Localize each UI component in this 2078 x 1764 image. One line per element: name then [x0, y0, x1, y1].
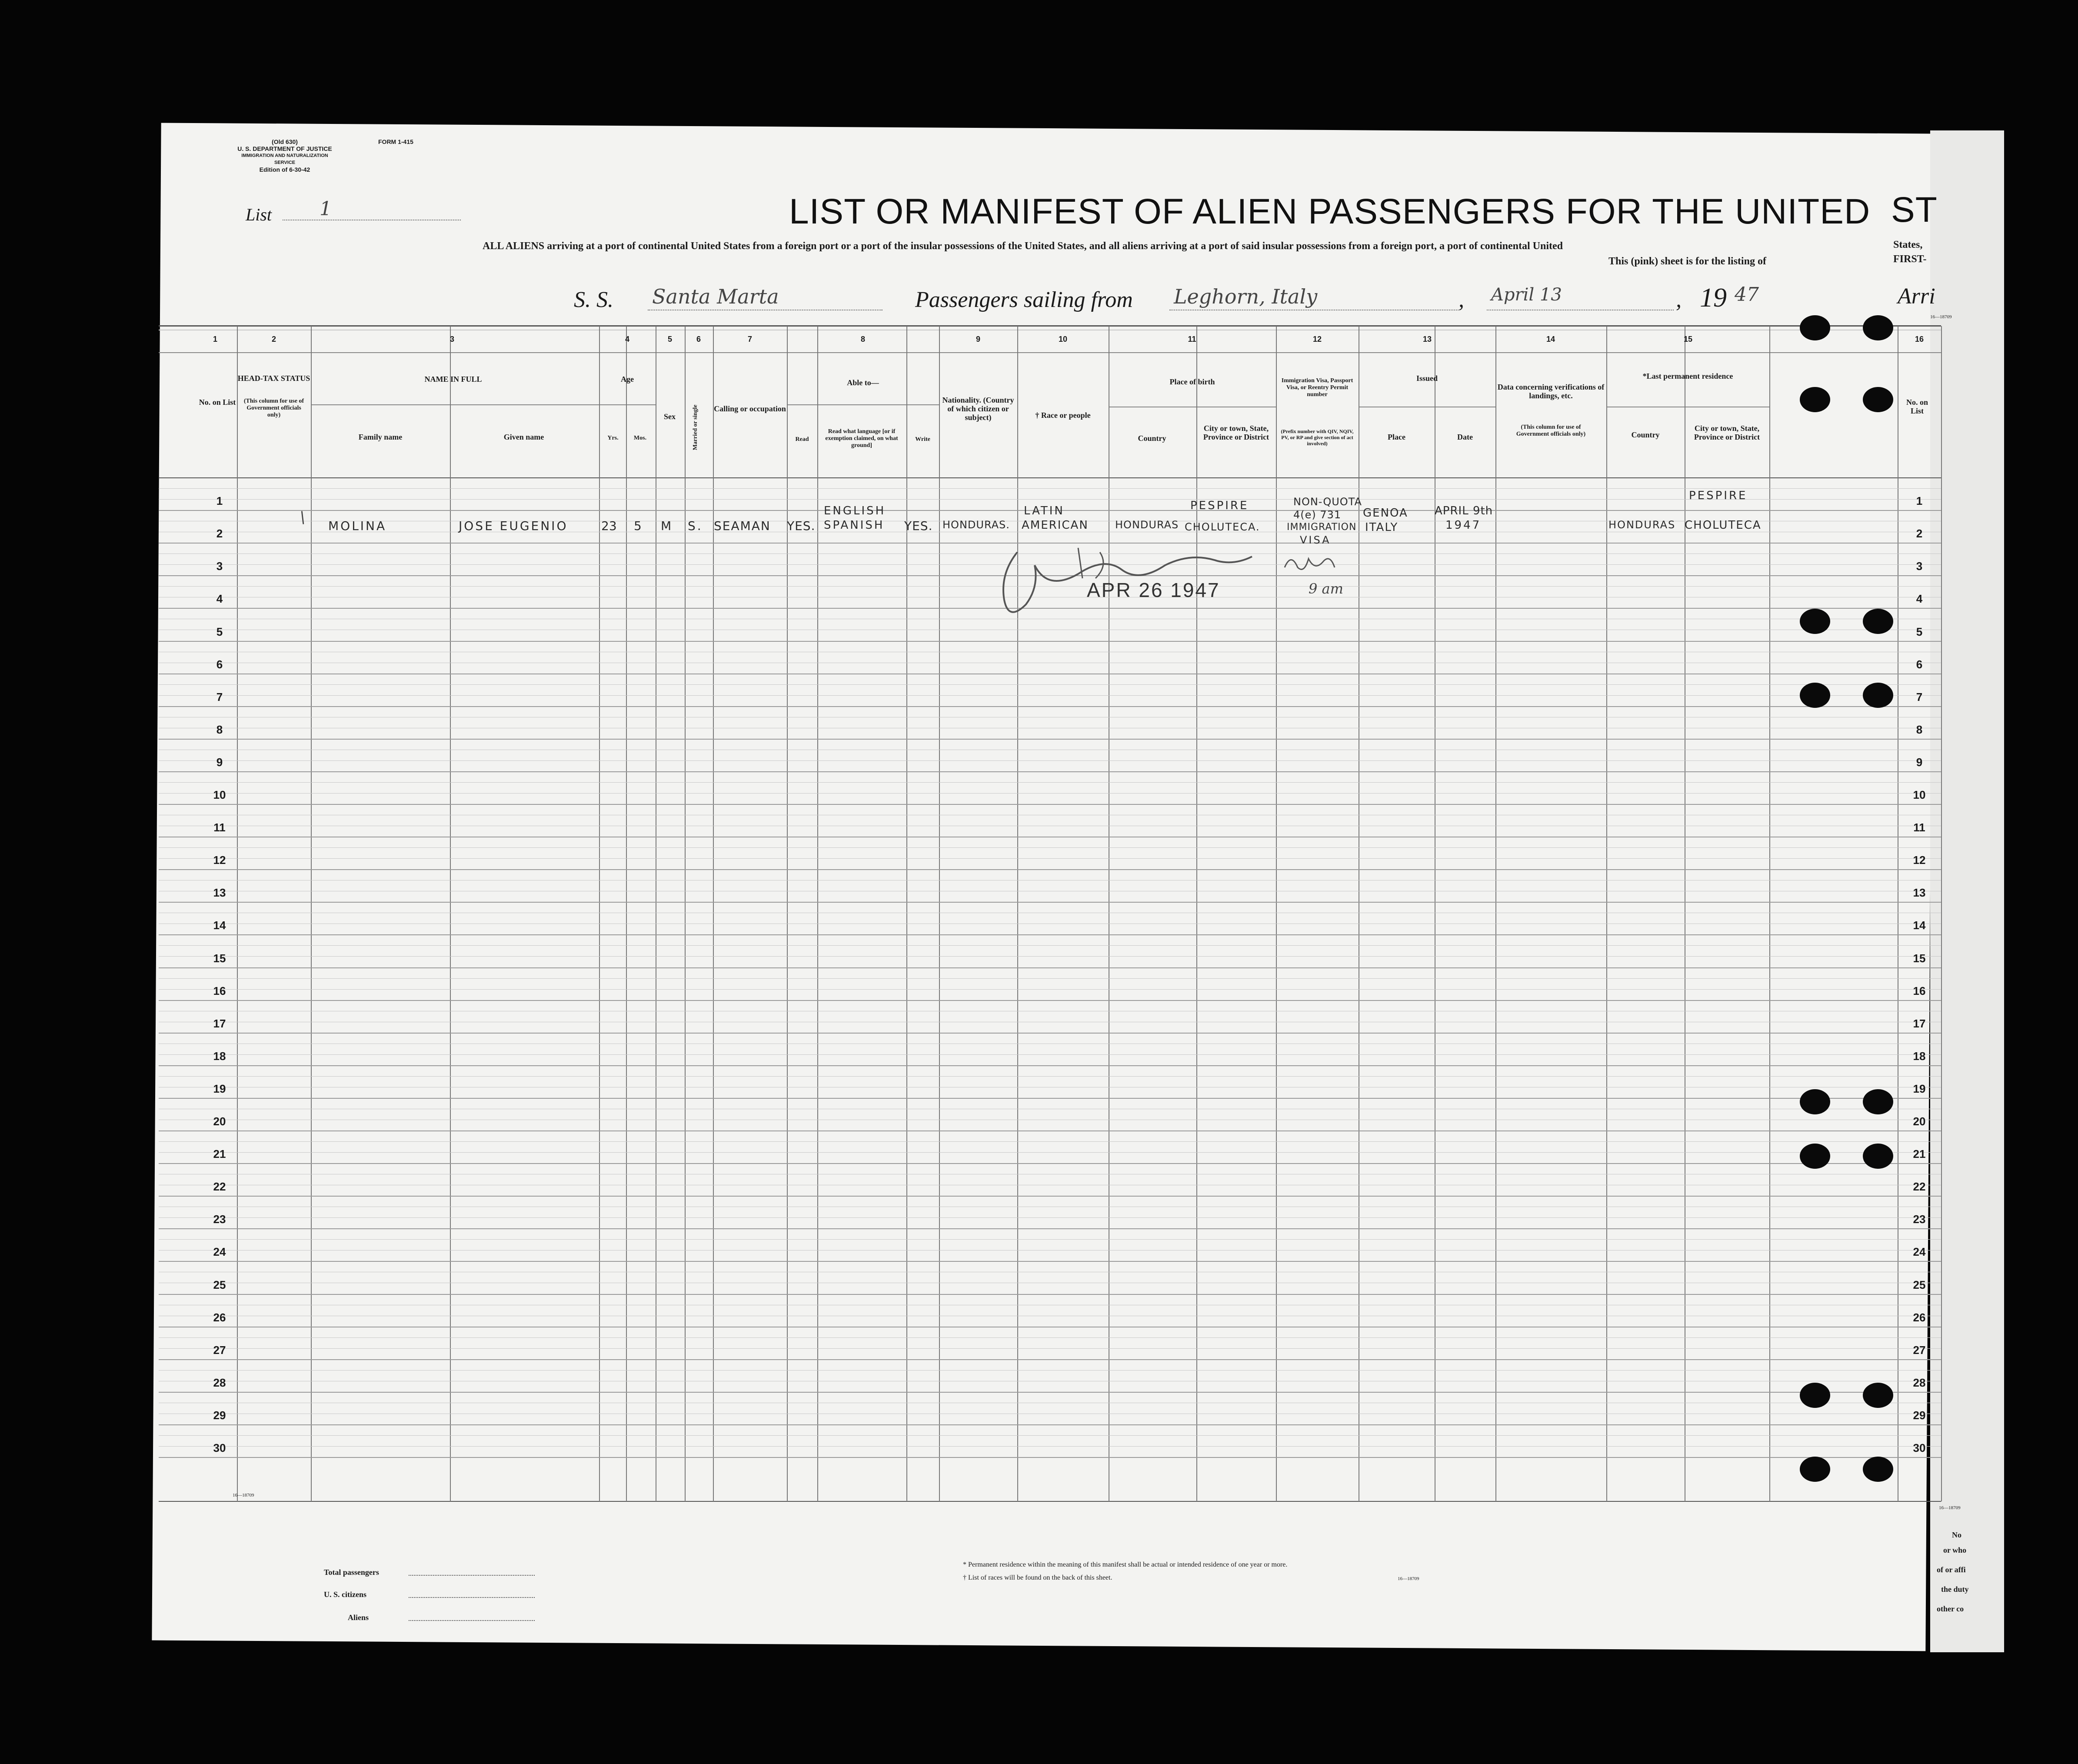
table-row: [159, 1228, 1941, 1229]
row-number: 4: [216, 592, 223, 606]
given-name-value: JOSE EUGENIO: [459, 519, 568, 533]
comma: ,: [1459, 287, 1464, 312]
read-value: YES.: [787, 519, 816, 533]
table-row: [159, 967, 1941, 968]
residence-country-value: HONDURAS: [1608, 519, 1676, 531]
row-number: 17: [213, 1017, 226, 1030]
punch-hole: [1800, 609, 1830, 634]
row-number: 6: [216, 657, 223, 671]
row-number: 8: [216, 723, 223, 736]
col-head-issued-place: Place: [1388, 433, 1405, 441]
column-number: 12: [1312, 335, 1322, 343]
col-head-race: † Race or people: [1035, 411, 1091, 420]
table-row: [159, 706, 1941, 707]
able-sub-rule: [787, 404, 939, 405]
table-row: [159, 1098, 1941, 1099]
residence-city-value-1: PESPIRE: [1689, 489, 1748, 502]
row-number-right: 20: [1913, 1115, 1926, 1128]
row-number: 27: [213, 1343, 226, 1357]
table-row: [159, 1261, 1941, 1262]
row-number-right: 2: [1916, 527, 1923, 540]
column-number: 6: [696, 335, 701, 343]
time-note: 9 am: [1309, 580, 1343, 597]
col-head-married: Married or single: [692, 404, 699, 450]
race-value-1: LATIN: [1024, 504, 1065, 517]
sailing-date: April 13: [1491, 285, 1562, 305]
col-head-yrs: Yrs.: [607, 435, 619, 441]
sex-value: M: [661, 519, 673, 533]
column-divider: [817, 326, 818, 1501]
page-title-cut: ST: [1891, 190, 1938, 230]
footer-right-line: other co: [1937, 1604, 1964, 1613]
row-number: 26: [213, 1310, 226, 1324]
header-bottom-rule: [159, 477, 1941, 478]
row-number: 13: [213, 886, 226, 900]
row-number: 3: [216, 560, 223, 573]
col-head-age: Age: [621, 375, 634, 383]
ruled-line: [159, 782, 1941, 783]
ruled-line: [159, 1348, 1941, 1349]
column-number: 16: [1915, 335, 1924, 343]
visa-value-4: VISA: [1300, 534, 1331, 546]
row-number: 2: [216, 527, 223, 540]
row-number: 10: [213, 788, 226, 801]
ruled-line: [159, 1054, 1941, 1055]
punch-hole: [1863, 609, 1893, 634]
port-name: Leghorn, Italy: [1174, 285, 1318, 308]
form-id-line: (Old 630): [272, 138, 298, 145]
table-row: [159, 1359, 1941, 1360]
row-number: 15: [213, 951, 226, 965]
footer-right-line: or who: [1943, 1546, 1967, 1554]
table-row: [159, 1163, 1941, 1164]
column-divider: [626, 326, 627, 1501]
column-divider: [1276, 326, 1277, 1501]
col-head-sex: Sex: [664, 412, 676, 421]
ruled-line: [159, 858, 1941, 859]
ruled-line: [159, 1152, 1941, 1153]
col-head-name: NAME IN FULL: [424, 375, 482, 383]
form-id-line: U. S. DEPARTMENT OF JUSTICE: [237, 145, 332, 152]
punch-hole: [1800, 1457, 1830, 1482]
col-head-read: Read: [795, 436, 809, 443]
footer-note-races: † List of races will be found on the back of this sheet.: [963, 1574, 1112, 1581]
col-head-mos: Mos.: [633, 435, 647, 441]
table-row: [159, 1196, 1941, 1197]
date-stamp: APR 26 1947: [1087, 579, 1220, 601]
row-number-right: 28: [1913, 1376, 1926, 1389]
ruled-line: [159, 1446, 1941, 1447]
row-number-right: 17: [1913, 1017, 1926, 1030]
column-number: 3: [450, 335, 454, 343]
name-sub-rule: [311, 404, 641, 405]
column-divider: [237, 326, 238, 1501]
ruled-line: [159, 1239, 1941, 1240]
punch-hole: [1863, 1457, 1893, 1482]
row-number-right: 18: [1913, 1049, 1926, 1063]
instructions-line-2: This (pink) sheet is for the listing of: [1608, 256, 1766, 267]
table-row: [159, 869, 1941, 870]
row-number: 12: [213, 854, 226, 867]
ruled-line: [159, 488, 1941, 489]
row-number: 5: [216, 625, 223, 638]
column-number: 8: [860, 335, 865, 343]
visa-initials: [1282, 550, 1348, 576]
col-head-given: Given name: [503, 433, 544, 441]
row-number-right: 6: [1916, 657, 1923, 671]
comma-2: ,: [1676, 287, 1682, 312]
occupation-value: SEAMAN: [714, 519, 771, 533]
footer-aliens-line: [409, 1620, 535, 1621]
col-head-residence-country: Country: [1631, 430, 1660, 439]
punch-hole: [1800, 387, 1830, 412]
column-number: 1: [213, 335, 217, 343]
col-head-birth-country: Country: [1138, 434, 1166, 443]
visa-value-1: NON-QUOTA: [1293, 496, 1362, 508]
row-number: 30: [213, 1441, 226, 1454]
col-head-family: Family name: [358, 433, 403, 441]
col-head-write: Write: [915, 436, 930, 443]
column-number: 7: [747, 335, 752, 343]
row-number-right: 4: [1916, 592, 1923, 606]
footer-citizens-label: U. S. citizens: [324, 1590, 366, 1599]
year-prefix: 19: [1700, 283, 1727, 313]
row-number-right: 19: [1913, 1082, 1926, 1095]
write-value: YES.: [904, 519, 933, 533]
issued-date-value-1: APRIL 9th: [1435, 504, 1493, 517]
ruled-line: [159, 945, 1941, 946]
row-number-right: 30: [1913, 1441, 1926, 1454]
punch-hole: [1800, 1383, 1830, 1408]
punch-hole: [1863, 1383, 1893, 1408]
ruled-line: [159, 978, 1941, 979]
ruled-line: [159, 695, 1941, 696]
table-row: [159, 1130, 1941, 1131]
table-row: [159, 1294, 1941, 1295]
row-number: 9: [216, 755, 223, 769]
table-row: [159, 1424, 1941, 1425]
row-number-right: 12: [1913, 854, 1926, 867]
column-divider: [1017, 326, 1018, 1501]
race-value-2: AMERICAN: [1022, 519, 1089, 532]
age-sub-rule: [599, 404, 656, 405]
row-number: 18: [213, 1049, 226, 1063]
col-head-calling: Calling or occupation: [714, 404, 786, 413]
row-number: 23: [213, 1213, 226, 1226]
instructions-right-1: States,: [1893, 239, 1923, 250]
row-number-right: 29: [1913, 1408, 1926, 1422]
form-id-line: Edition of 6-30-42: [259, 166, 310, 173]
row-number: 28: [213, 1376, 226, 1389]
ruled-line: [159, 1141, 1941, 1142]
row-number-right: 24: [1913, 1245, 1926, 1259]
column-divider: [599, 326, 600, 1501]
row-number: 14: [213, 919, 226, 932]
ss-label: S. S.: [574, 287, 613, 312]
punch-hole: [1800, 315, 1830, 340]
ruled-line: [159, 1217, 1941, 1218]
language-value-2: SPANISH: [824, 519, 885, 532]
ruled-line: [159, 684, 1941, 685]
table-row: [159, 1392, 1941, 1393]
form-id-block: [235, 138, 335, 173]
ruled-line: [159, 793, 1941, 794]
row-number: 24: [213, 1245, 226, 1259]
print-code-left: 16—18709: [233, 1493, 254, 1498]
column-divider: [713, 326, 714, 1501]
column-divider: [787, 326, 788, 1501]
row-number-right: 3: [1916, 560, 1923, 573]
ruled-line: [159, 1370, 1941, 1371]
sailing-label: Passengers sailing from: [915, 287, 1133, 312]
ruled-line: [159, 499, 1941, 500]
row-number-right: 27: [1913, 1343, 1926, 1357]
row-number: 22: [213, 1180, 226, 1194]
col-head-no-right: No. on List: [1906, 398, 1928, 415]
column-divider: [939, 326, 940, 1501]
column-number: 13: [1422, 335, 1432, 343]
row-number: 29: [213, 1408, 226, 1422]
row-number-right: 10: [1913, 788, 1926, 801]
ruled-line: [159, 956, 1941, 957]
ruled-line: [159, 1435, 1941, 1436]
row-number-right: 8: [1916, 723, 1923, 736]
year-suffix: 47: [1735, 283, 1759, 306]
footer-total-line: [409, 1575, 535, 1576]
col-head-birth-city: City or town, State, Province or District: [1203, 424, 1269, 441]
column-number: 5: [667, 335, 672, 343]
footer-code: 16—18709: [1398, 1576, 1419, 1581]
column-divider: [1941, 326, 1942, 1501]
row-number: 20: [213, 1115, 226, 1128]
punch-hole: [1800, 683, 1830, 708]
punch-hole: [1863, 315, 1893, 340]
col-head-issued: Issued: [1416, 374, 1438, 383]
family-name-value: MOLINA: [328, 519, 387, 533]
column-number: 4: [625, 335, 629, 343]
column-number: 9: [976, 335, 980, 343]
col-head-read-what: Read what language [or if exemption claimed, on what ground]: [825, 428, 898, 449]
ruled-line: [159, 1076, 1941, 1077]
row-number: 21: [213, 1147, 226, 1161]
table-row: [159, 771, 1941, 772]
footer-right-line: of or affi: [1937, 1565, 1966, 1574]
row-number-right: 26: [1913, 1310, 1926, 1324]
birth-city-value-2: CHOLUTECA.: [1185, 521, 1260, 533]
row-number-right: 13: [1913, 886, 1926, 900]
row-number-right: 5: [1916, 625, 1923, 638]
col-head-able: Able to—: [847, 378, 879, 387]
row-number: 25: [213, 1278, 226, 1291]
table-top-rule: [159, 325, 1941, 327]
column-number: 15: [1683, 335, 1693, 343]
row-number-right: 11: [1913, 821, 1925, 834]
language-value-1: ENGLISH: [824, 504, 886, 517]
row-number-right: 16: [1913, 984, 1926, 997]
column-divider: [311, 326, 312, 1501]
row-number-right: 22: [1913, 1180, 1926, 1194]
col-head-visa-note: (Prefix number with QIV, NQIV, PV, or RP and give section of act involved): [1281, 428, 1354, 447]
table-row: [159, 902, 1941, 903]
instructions-right-2: FIRST-: [1893, 253, 1927, 265]
row-number: 19: [213, 1082, 226, 1095]
column-number-rule: [159, 352, 1941, 353]
column-divider: [1769, 326, 1770, 1501]
row-number-right: 23: [1913, 1213, 1926, 1226]
table-row: [159, 1457, 1941, 1458]
punch-hole: [1800, 1144, 1830, 1169]
table-row: [159, 1065, 1941, 1066]
visa-value-3: IMMIGRATION: [1287, 522, 1357, 533]
col-head-birth: Place of birth: [1169, 377, 1215, 386]
table-row: [159, 1033, 1941, 1034]
head-tax-mark: \: [300, 509, 306, 527]
issued-place-value-2: ITALY: [1365, 521, 1399, 534]
ruled-line: [159, 760, 1941, 761]
footer-right-line: No: [1952, 1531, 1961, 1539]
footer-aliens-label: Aliens: [348, 1613, 369, 1622]
visa-value-2: 4(e) 731: [1293, 509, 1342, 521]
married-value: S.: [688, 519, 703, 533]
instructions-line-1: ALL ALIENS arriving at a port of continental United States from a foreign port or a port of the insular possessions of the United States, and all aliens arriving at a port of said insular possessions from a foreign port, a port of continental United: [483, 240, 1563, 252]
col-head-issued-date: Date: [1457, 433, 1473, 441]
col-head-nationality: Nationality. (Country of which citizen or subject): [942, 396, 1014, 422]
row-number: 16: [213, 984, 226, 997]
print-code-top: 16—18709: [1930, 314, 1952, 320]
row-number: 7: [216, 690, 223, 704]
birth-city-value-1: PESPIRE: [1190, 499, 1249, 512]
row-number: 11: [213, 821, 226, 834]
column-divider: [450, 326, 451, 1501]
residence-city-value-2: CHOLUTECA: [1685, 519, 1762, 532]
column-number: 2: [271, 335, 276, 343]
table-row: [159, 934, 1941, 935]
list-label: List: [246, 205, 272, 224]
ruled-line: [159, 989, 1941, 990]
punch-hole: [1863, 1089, 1893, 1114]
list-number: 1: [320, 198, 332, 220]
row-number-right: 7: [1916, 690, 1923, 704]
row-number-right: 15: [1913, 951, 1926, 965]
footer-right-line: the duty: [1941, 1585, 1969, 1594]
table-row: [159, 1000, 1941, 1001]
punch-hole: [1863, 387, 1893, 412]
birth-country-value: HONDURAS: [1115, 519, 1179, 531]
punch-hole: [1863, 683, 1893, 708]
column-number: 10: [1058, 335, 1068, 343]
column-divider: [906, 326, 907, 1501]
row-number: 1: [216, 494, 223, 508]
table-row: [159, 641, 1941, 642]
column-number: 11: [1188, 335, 1196, 343]
form-number: FORM 1-415: [378, 138, 413, 145]
footer-note-residence: * Permanent residence within the meaning of this manifest shall be actual or intended residence of one year or more.: [963, 1561, 1288, 1568]
col-head-data: Data concerning verifications of landings, etc.: [1497, 383, 1605, 400]
column-number: 14: [1546, 335, 1555, 343]
ship-name: Santa Marta: [652, 285, 779, 308]
col-head-residence-city: City or town, State, Province or District: [1694, 424, 1760, 441]
page-title: LIST OR MANIFEST OF ALIEN PASSENGERS FOR THE UNITED: [789, 192, 1871, 231]
row-number-right: 21: [1913, 1147, 1926, 1161]
nationality-value: HONDURAS.: [942, 519, 1010, 531]
row-number-right: 1: [1916, 494, 1923, 508]
column-divider: [685, 326, 686, 1501]
col-head-residence: *Last permanent residence: [1642, 372, 1733, 380]
punch-hole: [1863, 1144, 1893, 1169]
form-id-line: IMMIGRATION AND NATURALIZATION SERVICE: [241, 153, 328, 165]
footer-total-label: Total passengers: [324, 1568, 379, 1577]
table-row: [159, 804, 1941, 805]
col-head-headtax: HEAD-TAX STATUS: [237, 374, 310, 383]
column-divider: [1495, 326, 1496, 1501]
col-head-visa: Immigration Visa, Passport Visa, or Reentry Permit number: [1281, 377, 1353, 398]
col-head-no: No. on List: [199, 398, 236, 407]
age-yrs-value: 23: [601, 519, 617, 533]
col-head-data-note: (This column for use of Government officials only): [1516, 424, 1586, 437]
row-number-right: 25: [1913, 1278, 1926, 1291]
age-mos-value: 5: [634, 519, 643, 533]
row-number-right: 9: [1916, 755, 1923, 769]
ruled-line: [159, 1337, 1941, 1338]
issued-date-value-2: 1947: [1445, 519, 1482, 532]
footer-citizens-line: [409, 1597, 535, 1598]
column-divider: [1606, 326, 1607, 1501]
arriving-label-cut: Arri: [1898, 284, 1935, 309]
punch-hole: [1800, 1089, 1830, 1114]
row-number-right: 14: [1913, 919, 1926, 932]
ruled-line: [159, 847, 1941, 848]
print-code-right: 16—18709: [1939, 1505, 1961, 1511]
issued-place-value-1: GENOA: [1363, 507, 1408, 520]
table-bottom-rule: [159, 1501, 1941, 1502]
col-head-headtax-note: (This column for use of Government officials only): [243, 398, 304, 418]
table-row: [159, 739, 1941, 740]
